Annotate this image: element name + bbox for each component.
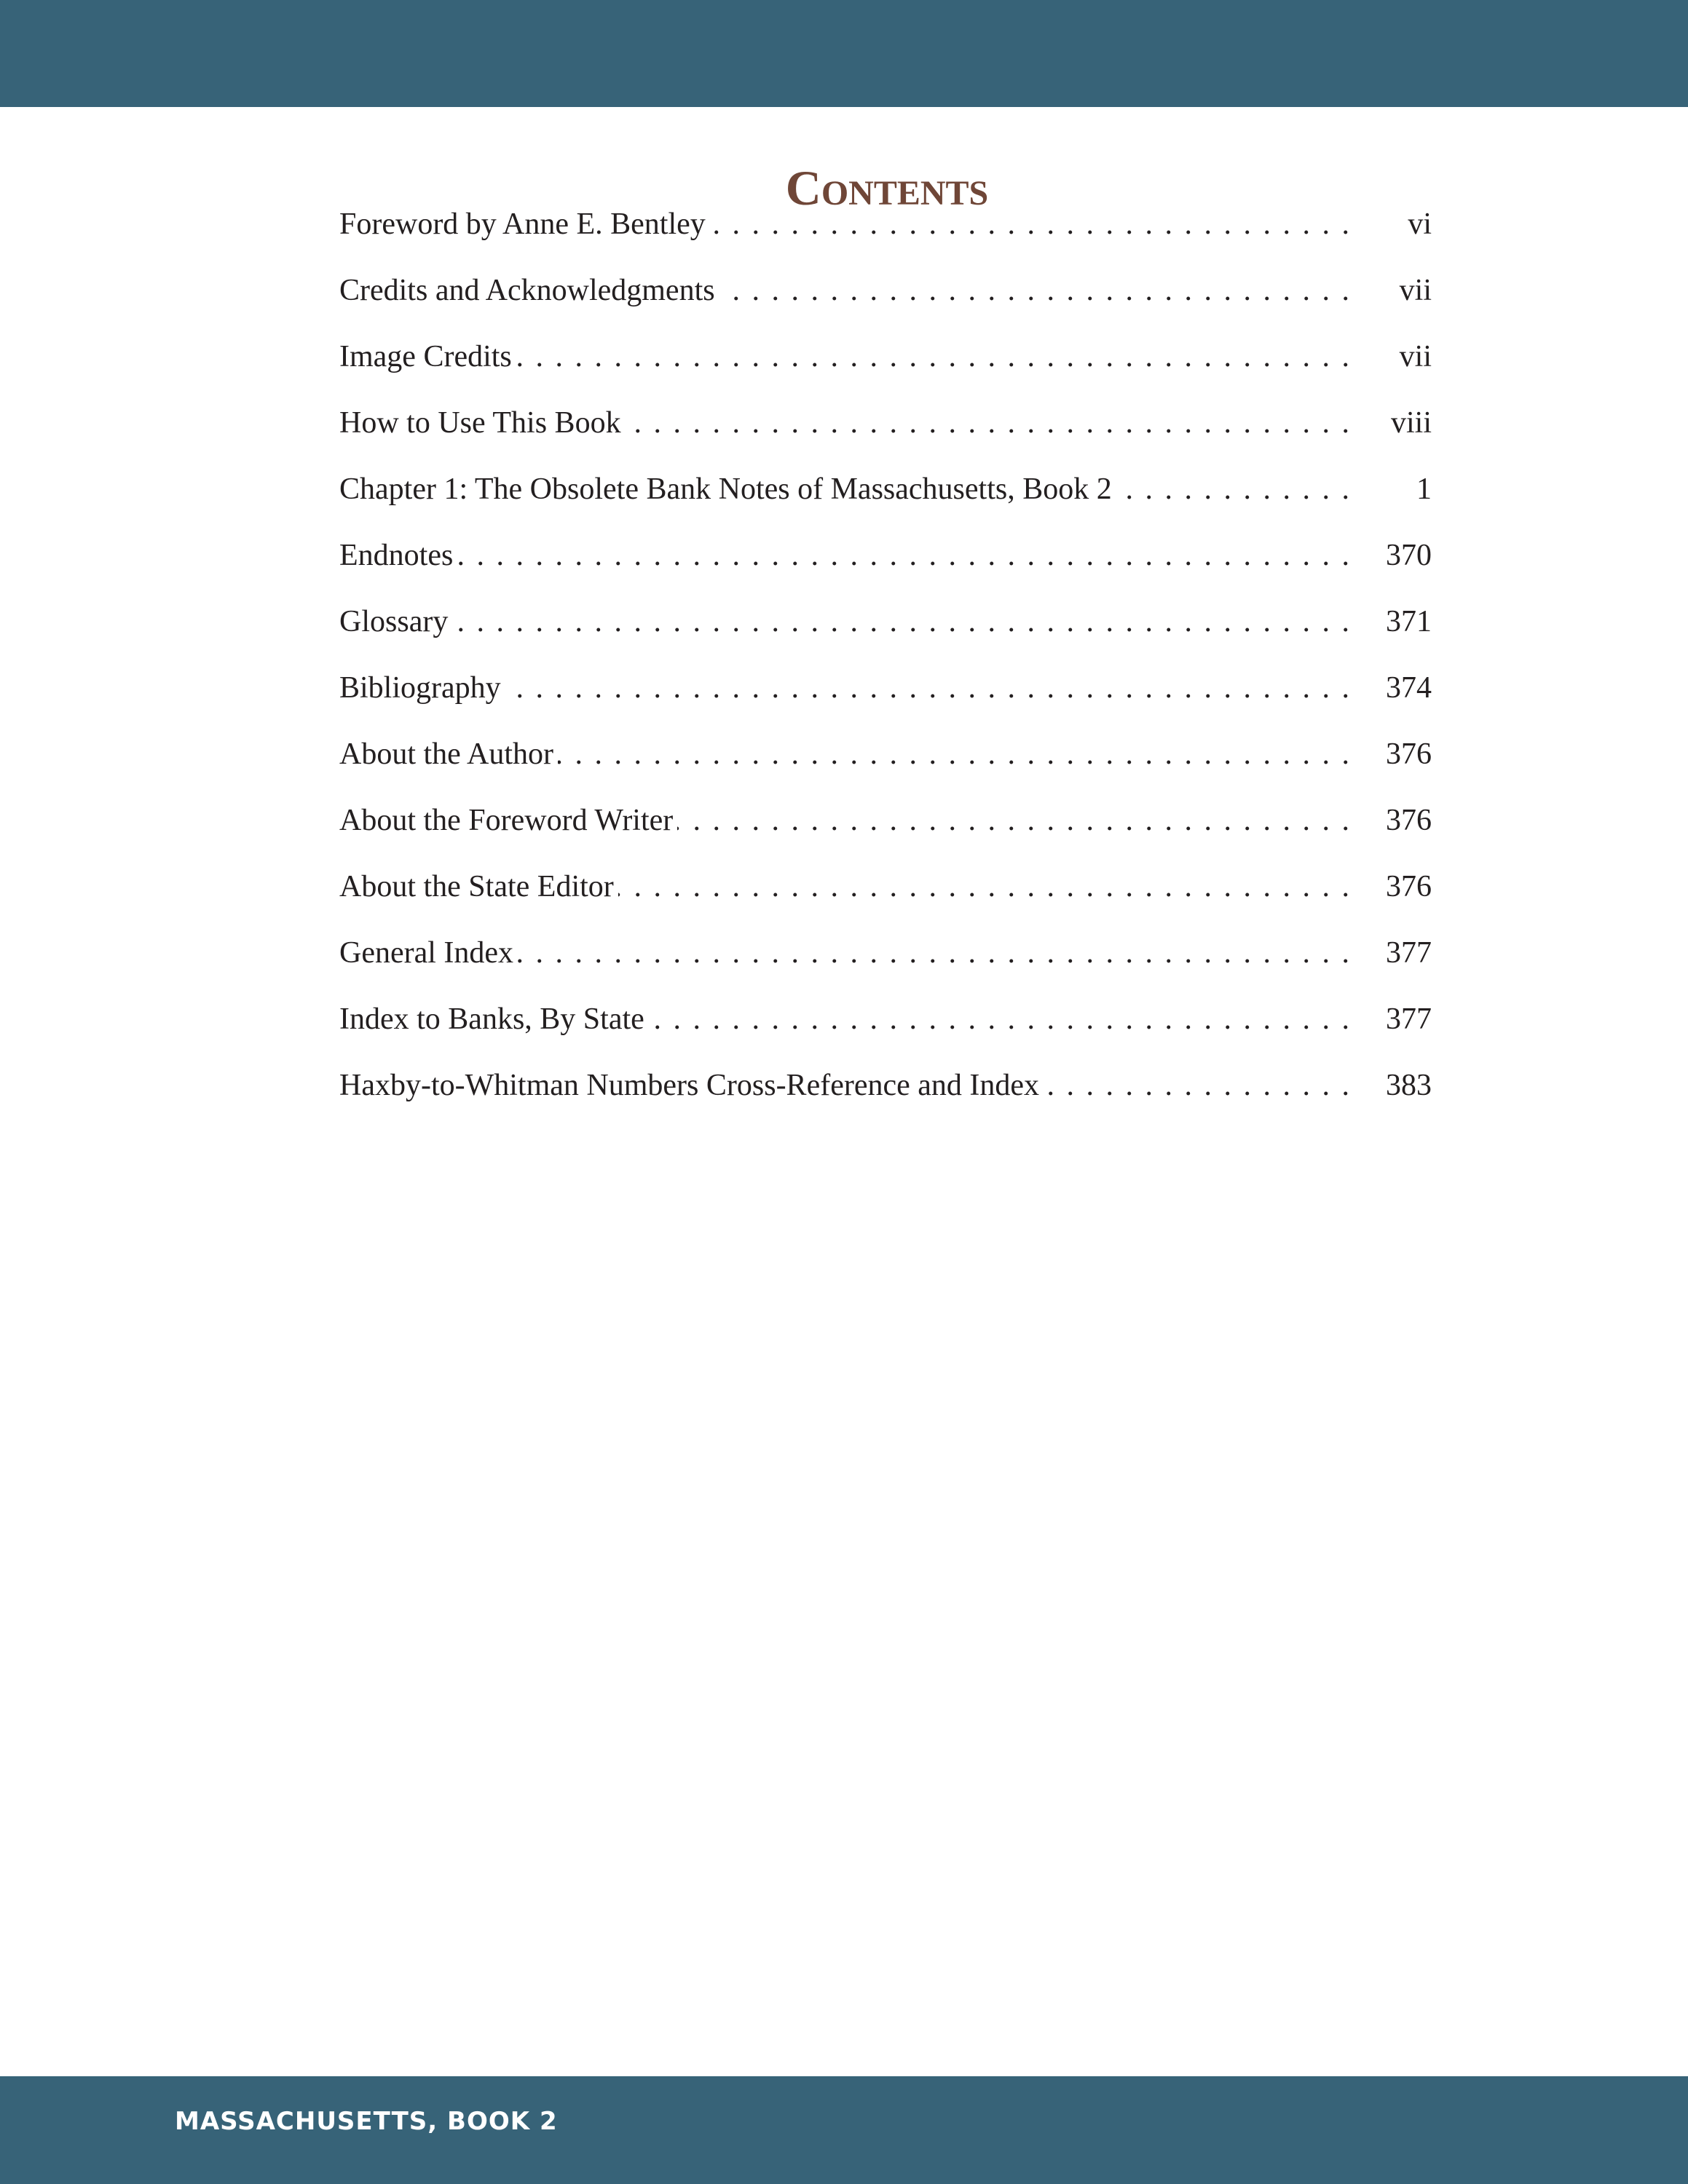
toc-entry-page: 377: [1386, 1002, 1432, 1036]
toc-entry-page: 376: [1386, 870, 1432, 903]
toc-entry-label: Bibliography: [339, 668, 505, 708]
toc-entry-label: About the Author: [339, 734, 558, 775]
dot-leader: [626, 403, 1352, 443]
toc-entry-page: 1: [1416, 472, 1432, 506]
toc-entry-label: Glossary: [339, 601, 452, 642]
toc-entry[interactable]: [339, 999, 1432, 1065]
toc-entry[interactable]: [339, 601, 1432, 668]
dot-leader: [1116, 469, 1352, 510]
dot-leader: [558, 734, 1352, 775]
toc-entry[interactable]: [339, 336, 1432, 403]
toc-entry-label: Foreword by Anne E. Bentley: [339, 204, 710, 245]
dot-leader: [457, 535, 1352, 576]
toc-entry[interactable]: [339, 1065, 1432, 1131]
running-footer: MASSACHUSETTS, BOOK 2: [175, 2107, 558, 2136]
table-of-contents: [339, 204, 1432, 1131]
toc-entry-label: Image Credits: [339, 336, 516, 377]
toc-entry[interactable]: [339, 866, 1432, 933]
toc-entry[interactable]: [339, 270, 1432, 336]
toc-entry[interactable]: [339, 933, 1432, 999]
page-title: Contents: [785, 159, 989, 215]
dot-leader: [677, 800, 1352, 841]
toc-entry-page: vii: [1399, 274, 1432, 307]
toc-entry-page: 376: [1386, 804, 1432, 837]
toc-entry[interactable]: [339, 204, 1432, 270]
toc-entry[interactable]: [339, 469, 1432, 535]
dot-leader: [618, 866, 1352, 907]
toc-entry-label: How to Use This Book: [339, 403, 626, 443]
dot-leader: [649, 999, 1352, 1040]
top-color-band: [0, 0, 1688, 107]
dot-leader: [710, 204, 1352, 245]
toc-entry-page: 374: [1386, 671, 1432, 705]
dot-leader: [1044, 1065, 1352, 1106]
toc-entry[interactable]: [339, 734, 1432, 800]
toc-entry-page: vii: [1399, 340, 1432, 373]
toc-entry-label: Index to Banks, By State: [339, 999, 649, 1040]
toc-entry-label: About the State Editor: [339, 866, 618, 907]
toc-entry-label: Chapter 1: The Obsolete Bank Notes of Massachusetts, Book 2: [339, 469, 1116, 510]
toc-entry-page: 383: [1386, 1069, 1432, 1102]
toc-entry[interactable]: [339, 535, 1432, 601]
toc-entry-page: 370: [1386, 539, 1432, 572]
dot-leader: [452, 601, 1352, 642]
dot-leader: [719, 270, 1352, 311]
toc-entry[interactable]: [339, 800, 1432, 866]
toc-entry-label: General Index: [339, 933, 518, 973]
toc-entry[interactable]: [339, 403, 1432, 469]
toc-entry-label: Haxby-to-Whitman Numbers Cross-Reference and Index: [339, 1065, 1044, 1106]
toc-entry[interactable]: [339, 668, 1432, 734]
dot-leader: [516, 336, 1352, 377]
toc-entry-page: 376: [1386, 737, 1432, 771]
toc-entry-label: Endnotes: [339, 535, 457, 576]
toc-entry-page: 371: [1386, 605, 1432, 638]
toc-entry-label: About the Foreword Writer: [339, 800, 677, 841]
toc-entry-label: Credits and Acknowledgments: [339, 270, 719, 311]
toc-entry-page: 377: [1386, 936, 1432, 970]
dot-leader: [505, 668, 1352, 708]
dot-leader: [518, 933, 1352, 973]
toc-entry-page: viii: [1390, 406, 1432, 440]
toc-entry-page: vi: [1408, 207, 1432, 241]
